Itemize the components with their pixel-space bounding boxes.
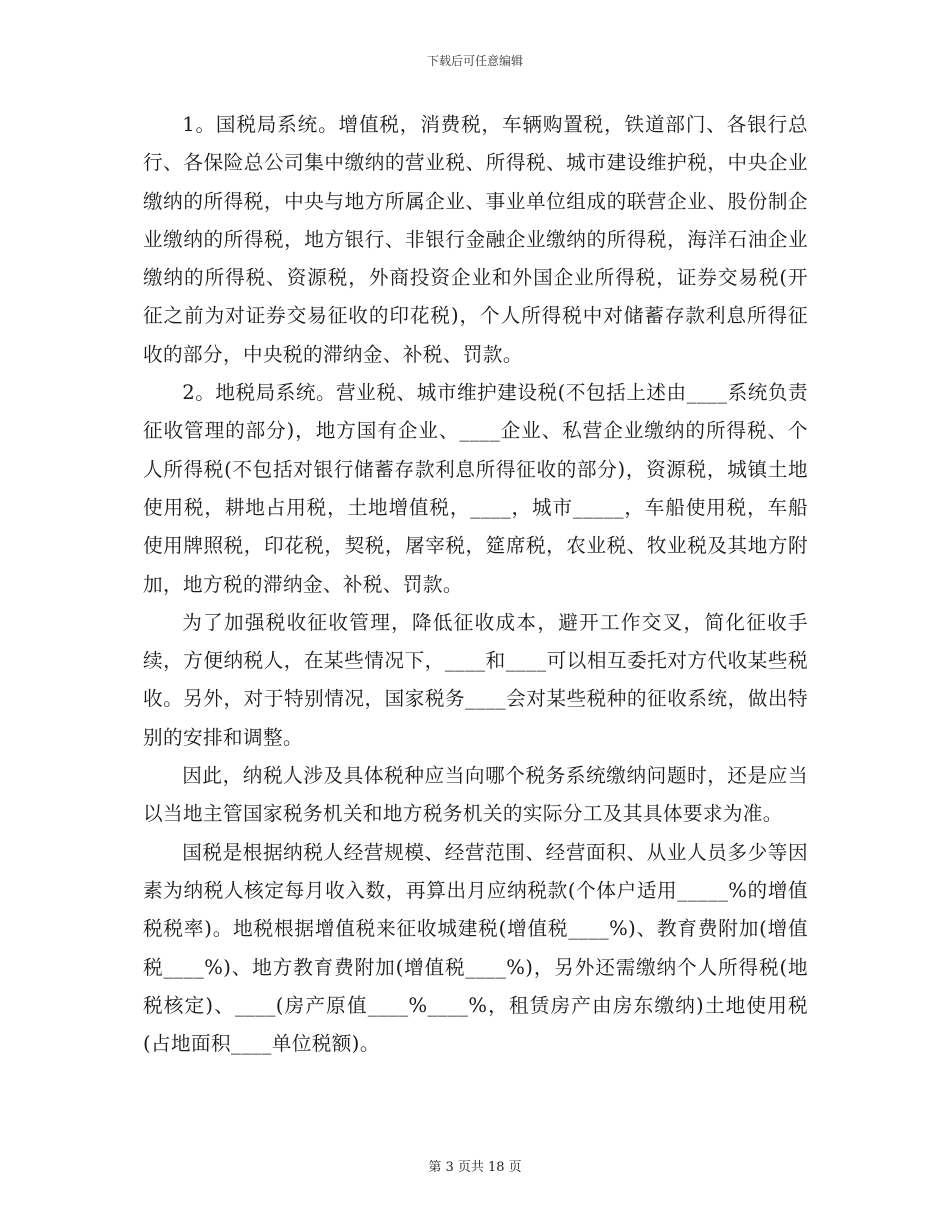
- paragraph-conclusion: 因此，纳税人涉及具体税种应当向哪个税务系统缴纳问题时，还是应当以当地主管国家税务机关和地方税务机关的实际分工及其具体要求为准。: [143, 764, 808, 826]
- paragraph-local-tax-system: 2。地税局系统。营业税、城市维护建设税(不包括上述由____系统负责征收管理的部分)，地方国有企业、____企业、私营企业缴纳的所得税、个人所得税(不包括对银行储蓄存款利息所得征收的部分)，资源税，城镇土地使用税，耕地占用税，土地增值税，____，城市_____，车船使用税，车船使用牌照税，印花税，契税，屠宰税，筵席税，农业税、牧业税及其地方附加，地方税的滞纳金、补税、罚款。: [143, 381, 808, 596]
- paragraph-national-tax-system: 1。国税局系统。增值税，消费税，车辆购置税，铁道部门、各银行总行、各保险总公司集中缴纳的营业税、所得税、城市建设维护税，中央企业缴纳的所得税，中央与地方所属企业、事业单位组成的联营企业、股份制企业缴纳的所得税，地方银行、非银行金融企业缴纳的所得税，海洋石油企业缴纳的所得税、资源税，外商投资企业和外国企业所得税，证券交易税(开征之前为对证券交易征收的印花税)，个人所得税中对储蓄存款利息所得征收的部分，中央税的滞纳金、补税、罚款。: [143, 113, 808, 366]
- page-footer: 第 3 页共 18 页: [428, 1160, 522, 1175]
- paragraph-tax-calculation: 国税是根据纳税人经营规模、经营范围、经营面积、从业人员多少等因素为纳税人核定每月收入数，再算出月应纳税款(个体户适用_____%的增值税税率)。地税根据增值税来征收城建税(增值税____%)、教育费附加(增值税____%)、地方教育费附加(增值税____%)，另外还需缴纳个人所得税(地税核定)、____(房产原值____%____%，租赁房产由房东缴纳)土地使用税(占地面积____单位税额)。: [143, 840, 808, 1056]
- page-header: 下载后可任意编辑: [426, 54, 523, 68]
- paragraph-collection-management: 为了加强税收征收管理，降低征收成本，避开工作交叉，简化征收手续，方便纳税人，在某些情况下，____和____可以相互委托对方代收某些税收。另外，对于特别情况，国家税务____会对某些税种的征收系统，做出特别的安排和调整。: [143, 610, 808, 749]
- document-body: [143, 106, 808, 1063]
